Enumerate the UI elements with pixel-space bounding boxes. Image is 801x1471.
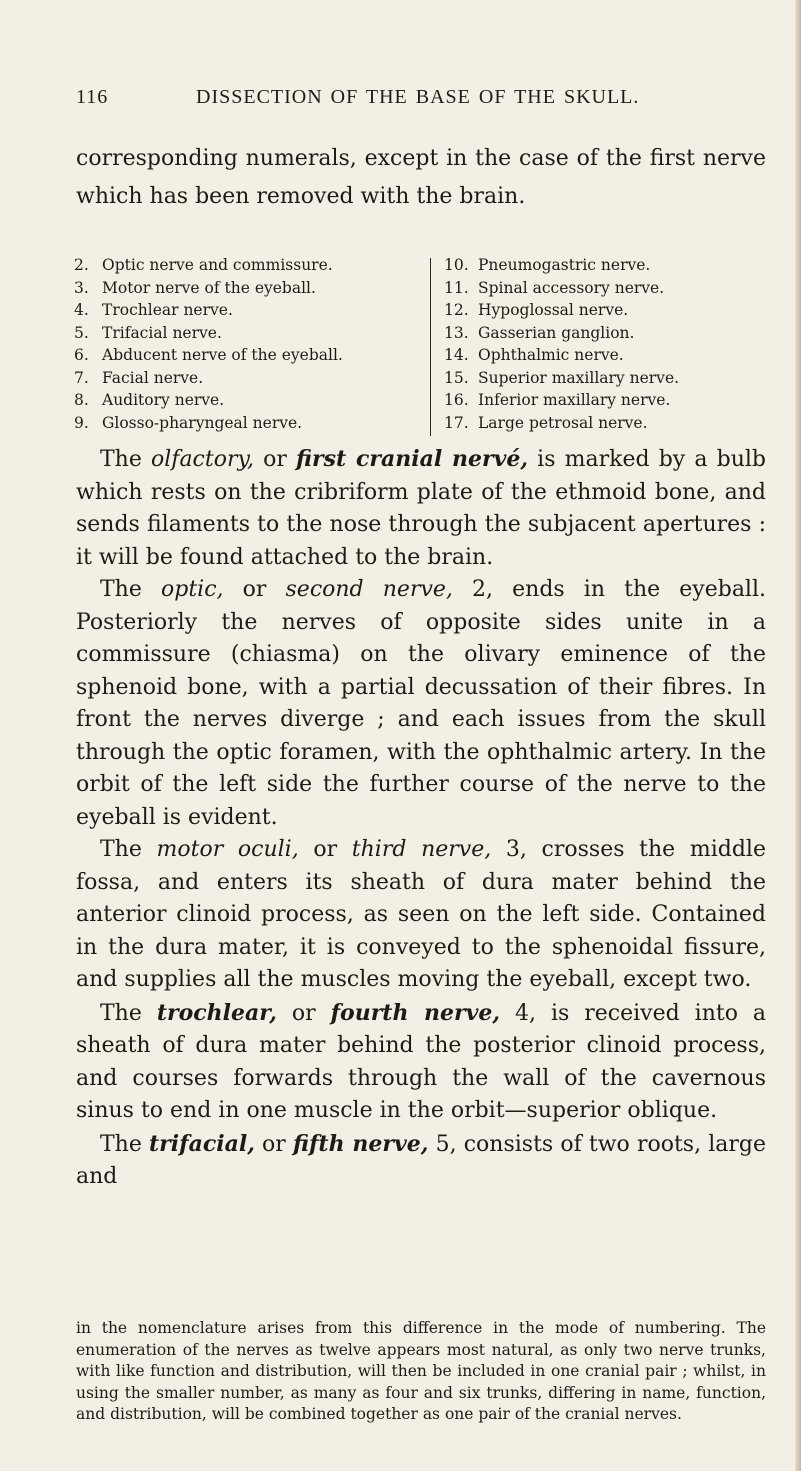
term-olfactory: olfactory,: [151, 447, 254, 472]
page-number: 116: [76, 86, 109, 108]
legend-label: Inferior maxillary nerve.: [478, 391, 671, 409]
legend-number: 14.: [444, 346, 469, 364]
legend-number: 4.: [74, 301, 89, 319]
paragraph-body: is marked by a bulb which rests on the cribriform plate of the ethmoid bone, and sends filaments to the nose through the subjacent apertures : it will be found attached to the brain.: [76, 447, 767, 570]
legend-label: Large petrosal nerve.: [478, 413, 648, 432]
legend-item: [444, 389, 764, 412]
legend-item: [444, 254, 764, 277]
legend-item: [74, 254, 429, 277]
legend-item: [74, 367, 429, 390]
legend-label: Abducent nerve of the eyeball.: [102, 346, 343, 364]
footnote-text: in the nomenclature arises from this difference in the mode of numbering. The enumeration of the nerves as twelve appears most natural, as only two nerve trunks, with like function and distribution, will then be included in one cranial pair ; whilst, in using the smaller number, as many as four and six trunks, differing in name, function, and distribution, will be combined together as one pair of the cranial nerves.: [76, 1319, 766, 1423]
paragraph-body: 4, is received into a sheath of dura mater behind the posterior clinoid process, and courses forwards through the wall of the cavernous sinus to end in one muscle in the orbit—superior oblique.: [76, 1000, 767, 1123]
paragraph-optic: [76, 574, 766, 834]
paragraph-body: 3, crosses the middle fossa, and enters its sheath of dura mater behind the anterior clinoid process, as seen on the left side. Contained in the dura mater, it is conveyed to the sphenoidal fissure, and supplies all the muscles moving the eyeball, except two.: [76, 837, 766, 992]
legend-number: 9.: [74, 413, 89, 432]
paragraph-lead: The: [100, 1131, 150, 1157]
legend-label: Auditory nerve.: [102, 391, 225, 409]
paragraph-trifacial: [76, 1128, 766, 1194]
running-title: DISSECTION OF THE BASE OF THE SKULL.: [196, 86, 640, 108]
legend-item: [74, 412, 429, 435]
term-fifth-nerve: fifth nerve,: [292, 1130, 429, 1157]
legend-item: [444, 412, 764, 435]
term-third-nerve: third nerve,: [351, 837, 492, 862]
legend-number: 6.: [74, 346, 89, 364]
legend-column-right: [444, 254, 764, 434]
paragraph-lead: The: [100, 837, 157, 862]
term-trochlear: trochlear,: [156, 999, 277, 1026]
term-motor-oculi: motor oculi,: [156, 837, 299, 862]
legend-item: [444, 322, 764, 345]
term-trifacial: trifacial,: [149, 1130, 255, 1157]
paragraph-lead: The: [100, 577, 161, 602]
legend-number: 13.: [444, 323, 469, 342]
legend-number: 5.: [74, 323, 89, 342]
legend-label: Trochlear nerve.: [102, 301, 233, 319]
legend-number: 12.: [444, 301, 469, 319]
legend-divider: [430, 258, 431, 436]
legend-label: Motor nerve of the eyeball.: [102, 278, 316, 297]
legend-number: 10.: [444, 256, 469, 274]
legend-number: 16.: [444, 391, 469, 409]
term-first-cranial-nerve: first cranial nervé,: [296, 446, 529, 472]
legend-item: [444, 299, 764, 322]
legend-item: [74, 277, 429, 300]
legend-label: Pneumogastric nerve.: [478, 256, 651, 274]
term-second-nerve: second nerve,: [285, 577, 453, 602]
legend-label: Trifacial nerve.: [102, 323, 222, 342]
page-edge: [795, 0, 801, 1471]
paragraph-body: 5, consists of two roots, large and: [76, 1131, 767, 1189]
legend-number: 17.: [444, 413, 469, 432]
paragraph-connector: or: [298, 837, 352, 862]
legend-label: Ophthalmic nerve.: [478, 346, 624, 364]
legend-number: 15.: [444, 368, 469, 387]
term-optic: optic,: [160, 577, 224, 602]
legend-number: 11.: [444, 278, 469, 297]
legend-label: Spinal accessory nerve.: [478, 278, 665, 297]
legend-item: [444, 277, 764, 300]
legend-number: 2.: [74, 256, 89, 274]
legend-item: [74, 389, 429, 412]
footnote: [76, 1318, 766, 1426]
paragraph-connector: or: [253, 447, 297, 472]
paragraph-lead: The: [100, 447, 152, 472]
body-text: [76, 443, 766, 1194]
intro-paragraph: corresponding numerals, except in the case of the first nerve which has been removed with the brain.: [76, 146, 766, 209]
legend-label: Facial nerve.: [102, 368, 204, 387]
paragraph-connector: or: [254, 1131, 293, 1157]
paragraph-connector: or: [276, 1000, 331, 1026]
legend-item: [444, 344, 764, 367]
paragraph-motor-oculi: [76, 834, 766, 997]
legend-label: Gasserian ganglion.: [478, 323, 635, 342]
legend-label: Hypoglossal nerve.: [478, 301, 629, 319]
term-fourth-nerve: fourth nerve,: [330, 999, 501, 1026]
paragraph-body: 2, ends in the eyeball. Posteriorly the nerves of opposite sides unite in a commissure (chiasma) on the olivary eminence of the sphenoid bone, with a partial decussation of their fibres. In front the nerves diverge ; and each issues from the skull through the optic foramen, with the ophthalmic artery. In the orbit of the left side the further course of the nerve to the eyeball is evident.: [76, 577, 766, 830]
paragraph-trochlear: [76, 997, 766, 1128]
legend-label: Superior maxillary nerve.: [478, 368, 680, 387]
paragraph-lead: The: [100, 1000, 157, 1026]
legend-label: Optic nerve and commissure.: [102, 256, 333, 274]
legend-item: [74, 344, 429, 367]
legend-column-left: [74, 254, 429, 434]
legend-item: [74, 322, 429, 345]
legend-item: [74, 299, 429, 322]
legend-number: 7.: [74, 368, 89, 387]
legend-number: 8.: [74, 391, 89, 409]
paragraph-olfactory: [76, 443, 766, 574]
legend-number: 3.: [74, 278, 89, 297]
paragraph-connector: or: [223, 577, 286, 602]
legend-item: [444, 367, 764, 390]
legend-label: Glosso-pharyngeal nerve.: [102, 413, 303, 432]
